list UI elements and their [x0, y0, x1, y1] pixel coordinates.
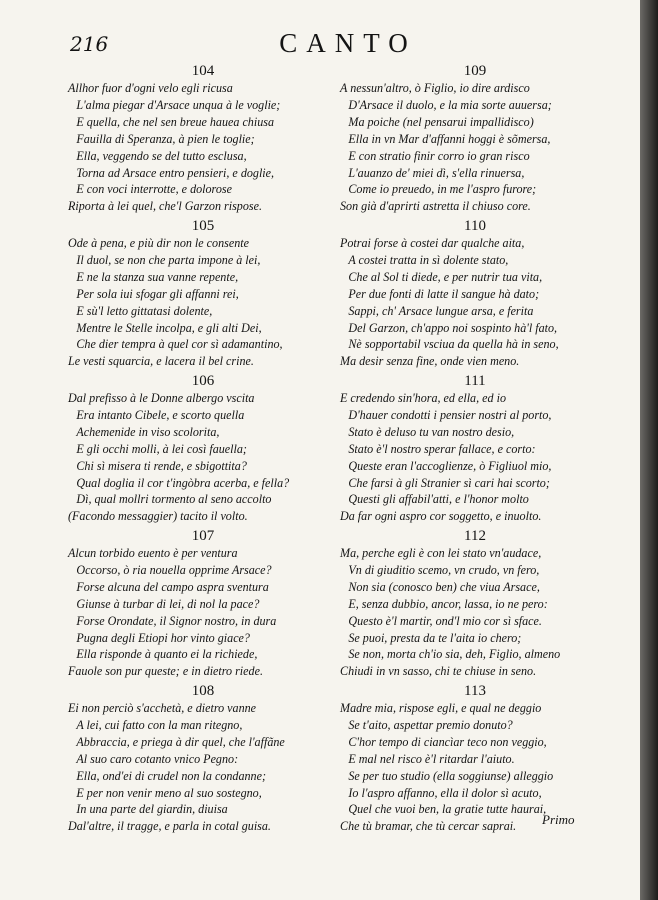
verse-line: E con stratio finir corro io gran risco [348, 147, 530, 163]
verse-line: E sù'l letto gittatasi dolente, [76, 302, 213, 318]
verse-line: Che al Sol ti diede, e per nutrir tua vita, [348, 268, 543, 284]
verse-line: D'hauer condotti i pensier nostri al porto, [348, 406, 552, 422]
verse-line: Potrai forse à costei dar qualche aita, [340, 235, 525, 250]
verse-line: Occorso, ò ria nouella opprime Arsace? [76, 561, 272, 577]
verse-line: Le vesti squarcia, e lacera il bel crine. [68, 353, 254, 369]
verse-line: E credendo sin'hora, ed ella, ed io [340, 390, 506, 405]
verse-line: Era intanto Cibele, e scorto quella [76, 406, 245, 422]
verse-line: Se puoi, presta da te l'aita io chero; [348, 629, 522, 645]
verse-line: Chiudi in vn sasso, chi te chiuse in seno. [340, 663, 537, 679]
verse-line: In una parte del giardin, diuisa [76, 801, 228, 817]
verse-line: C'hor tempo di ciancìar teco non veggio, [348, 733, 547, 749]
verse-line: Questi gli affabil'atti, e l'honor molto [348, 491, 529, 507]
verse-line: Sappi, ch' Arsace lungue arsa, e ferita [348, 302, 534, 318]
verse-line: Se t'aito, aspettar premio donuto? [348, 716, 513, 732]
stanza-number: 107 [191, 528, 215, 544]
verse-line: Ma poiche (nel pensarui impallidisco) [348, 113, 534, 129]
stanza-number: 113 [464, 683, 486, 699]
running-title: CANTO [279, 28, 417, 58]
stanza [68, 217, 338, 372]
right-column [340, 62, 610, 837]
verse-line: E, senza dubbio, ancor, lassa, io ne pero: [348, 595, 548, 611]
verse-line: Quel che vuoi ben, la gratie tutte haurai, [348, 801, 547, 817]
verse-line: Ella, ond'ei di crudel non la condanne; [76, 767, 266, 783]
verse-line: Non sia (conosco ben) che viua Arsace, [348, 578, 540, 594]
verse-line: E mal nel risco è'l ritardar l'aiuto. [348, 750, 515, 766]
verse-line: Ma, perche egli è con lei stato vn'audace, [340, 545, 542, 560]
verse-line: Queste eran l'accoglienze, ò Figliuol mio, [348, 457, 552, 473]
verse-line: Se non, morta ch'io sia, deh, Figlio, almeno [348, 646, 561, 662]
stanza [68, 682, 338, 837]
verse-line: Fauole son pur queste; e in dietro riede. [68, 663, 263, 679]
stanza [340, 527, 610, 682]
verse-line: Pugna degli Etiopi hor vinto giace? [76, 629, 250, 645]
verse-line: Nè sopportabil vsciua da quella hà in seno, [348, 336, 559, 352]
verse-line: Dì, qual mollri tormento al seno accolto [76, 491, 272, 507]
verse-line: Dal prefisso à le Donne albergo vscita [68, 390, 255, 405]
verse-line: Forse Orondate, il Signor nostro, in dura [76, 612, 277, 628]
stanza-number: 111 [464, 373, 486, 389]
verse-line: Come io preuedo, in me l'aspro furore; [348, 181, 537, 197]
verse-line: A lei, cui fatto con la man ritegno, [76, 716, 243, 732]
verse-line: E quella, che nel sen breue hauea chiusa [76, 113, 275, 129]
verse-line: L'alma piegar d'Arsace unqua à le voglie; [76, 96, 281, 112]
verse-line: Ma desir senza fine, onde vien meno. [340, 353, 520, 369]
stanza [68, 527, 338, 682]
verse-line: Son già d'aprirti astretta il chiuso core. [340, 198, 531, 214]
verse-line: Forse alcuna del campo aspra sventura [76, 578, 269, 594]
verse-line: Dal'altre, il tragge, e parla in cotal guisa. [68, 818, 271, 834]
verse-line: E per non venir meno al suo sostegno, [76, 784, 262, 800]
page-number: 216 [70, 32, 109, 56]
verse-line: Se per tuo studio (ella soggiunse) alleggio [348, 767, 554, 783]
stanza [68, 372, 338, 527]
verse-line: A costei tratta in sì dolente stato, [348, 251, 509, 267]
verse-line: Del Garzon, ch'appo noi sospinto hà'l fato, [348, 319, 558, 335]
verse-line: Madre mia, rispose egli, e qual ne deggio [340, 700, 542, 715]
verse-line: Mentre le Stelle incolpa, e gli alti Dei, [76, 319, 262, 335]
verse-line: Chi sì misera ti rende, e sbigottita? [76, 457, 247, 473]
verse-line: Ei non perciò s'acchetà, e dietro vanne [68, 700, 257, 715]
catchword: Primo [542, 812, 575, 827]
verse-line: Per sola iui sfogar gli affanni rei, [76, 285, 239, 301]
verse-line: Che dier tempra à quel cor sì adamantino, [76, 336, 283, 352]
verse-line: Questo è'l martir, ond'l mio cor sì sface. [348, 612, 542, 628]
stanza-number: 109 [463, 63, 487, 79]
verse-line: Stato è deluso tu van nostro desio, [348, 423, 515, 439]
stanza [68, 62, 338, 217]
verse-line: Stato è'l nostro sperar fallace, e corto: [348, 440, 536, 456]
verse-line: E con voci interrotte, e dolorose [76, 181, 232, 197]
page-header [70, 28, 626, 58]
verse-line: Achemenide in viso scolorita, [76, 423, 220, 439]
verse-line: Qual doglia il cor t'ingòbra acerba, e fella? [76, 474, 290, 490]
verse-line: Ella risponde à quanto ei la richiede, [76, 646, 258, 662]
verse-line: A nessun'altro, ò Figlio, io dire ardisco [340, 80, 530, 95]
stanza-number: 112 [464, 528, 486, 544]
verse-line: Io l'aspro affanno, ella il dolor sì acuto, [348, 784, 542, 800]
verse-line: (Facondo messaggier) tacito il volto. [68, 508, 248, 524]
verse-line: Che farsi à gli Stranier sì cari hai scorto; [348, 474, 550, 490]
verse-line: Alcun torbido euento è per ventura [68, 545, 238, 560]
verse-line: E ne la stanza sua vanne repente, [76, 268, 239, 284]
verse-line: Allhor fuor d'ogni velo egli ricusa [68, 80, 233, 95]
stanza-number: 106 [191, 373, 215, 389]
verse-line: Giunse à turbar di lei, di nol la pace? [76, 595, 260, 611]
stanza [340, 372, 610, 527]
verse-line: Ella in vn Mar d'affanni hoggi è sõmersa, [348, 130, 551, 146]
stanza [340, 62, 610, 217]
stanza-number: 108 [191, 683, 215, 699]
verse-line: Abbraccia, e priega à dir quel, che l'affãne [76, 733, 285, 749]
page-edge [640, 0, 658, 900]
left-column [68, 62, 338, 837]
verse-line: Per due fonti di latte il sangue hà dato; [348, 285, 540, 301]
verse-line: L'auanzo de' miei dì, s'ella rinuersa, [348, 164, 525, 180]
verse-line: Vn di giuditio scemo, vn crudo, vn fero, [348, 561, 540, 577]
stanza-number: 104 [191, 63, 215, 79]
stanza-number: 110 [464, 218, 486, 234]
verse-line: Ella, veggendo se del tutto esclusa, [76, 147, 247, 163]
verse-line: Torna ad Arsace entro pensieri, e doglie, [76, 164, 275, 180]
verse-line: D'Arsace il duolo, e la mia sorte auuersa; [348, 96, 552, 112]
verse-line: Il duol, se non che parta impone à lei, [76, 251, 261, 267]
verse-line: Ode à pena, e più dir non le consente [68, 235, 249, 250]
verse-line: E gli occhi molli, à lei così fauella; [76, 440, 247, 456]
stanza-number: 105 [191, 218, 215, 234]
verse-line: Fauilla di Speranza, à pien le toglie; [76, 130, 255, 146]
verse-line: Riporta à lei quel, che'l Garzon rispose. [68, 198, 263, 214]
stanza [340, 217, 610, 372]
verse-line: Da far ogni aspro cor soggetto, e inuolto. [340, 508, 542, 524]
verse-line: Che tù bramar, che tù cercar saprai. [340, 818, 517, 834]
verse-line: Al suo caro cotanto vnico Pegno: [76, 750, 239, 766]
